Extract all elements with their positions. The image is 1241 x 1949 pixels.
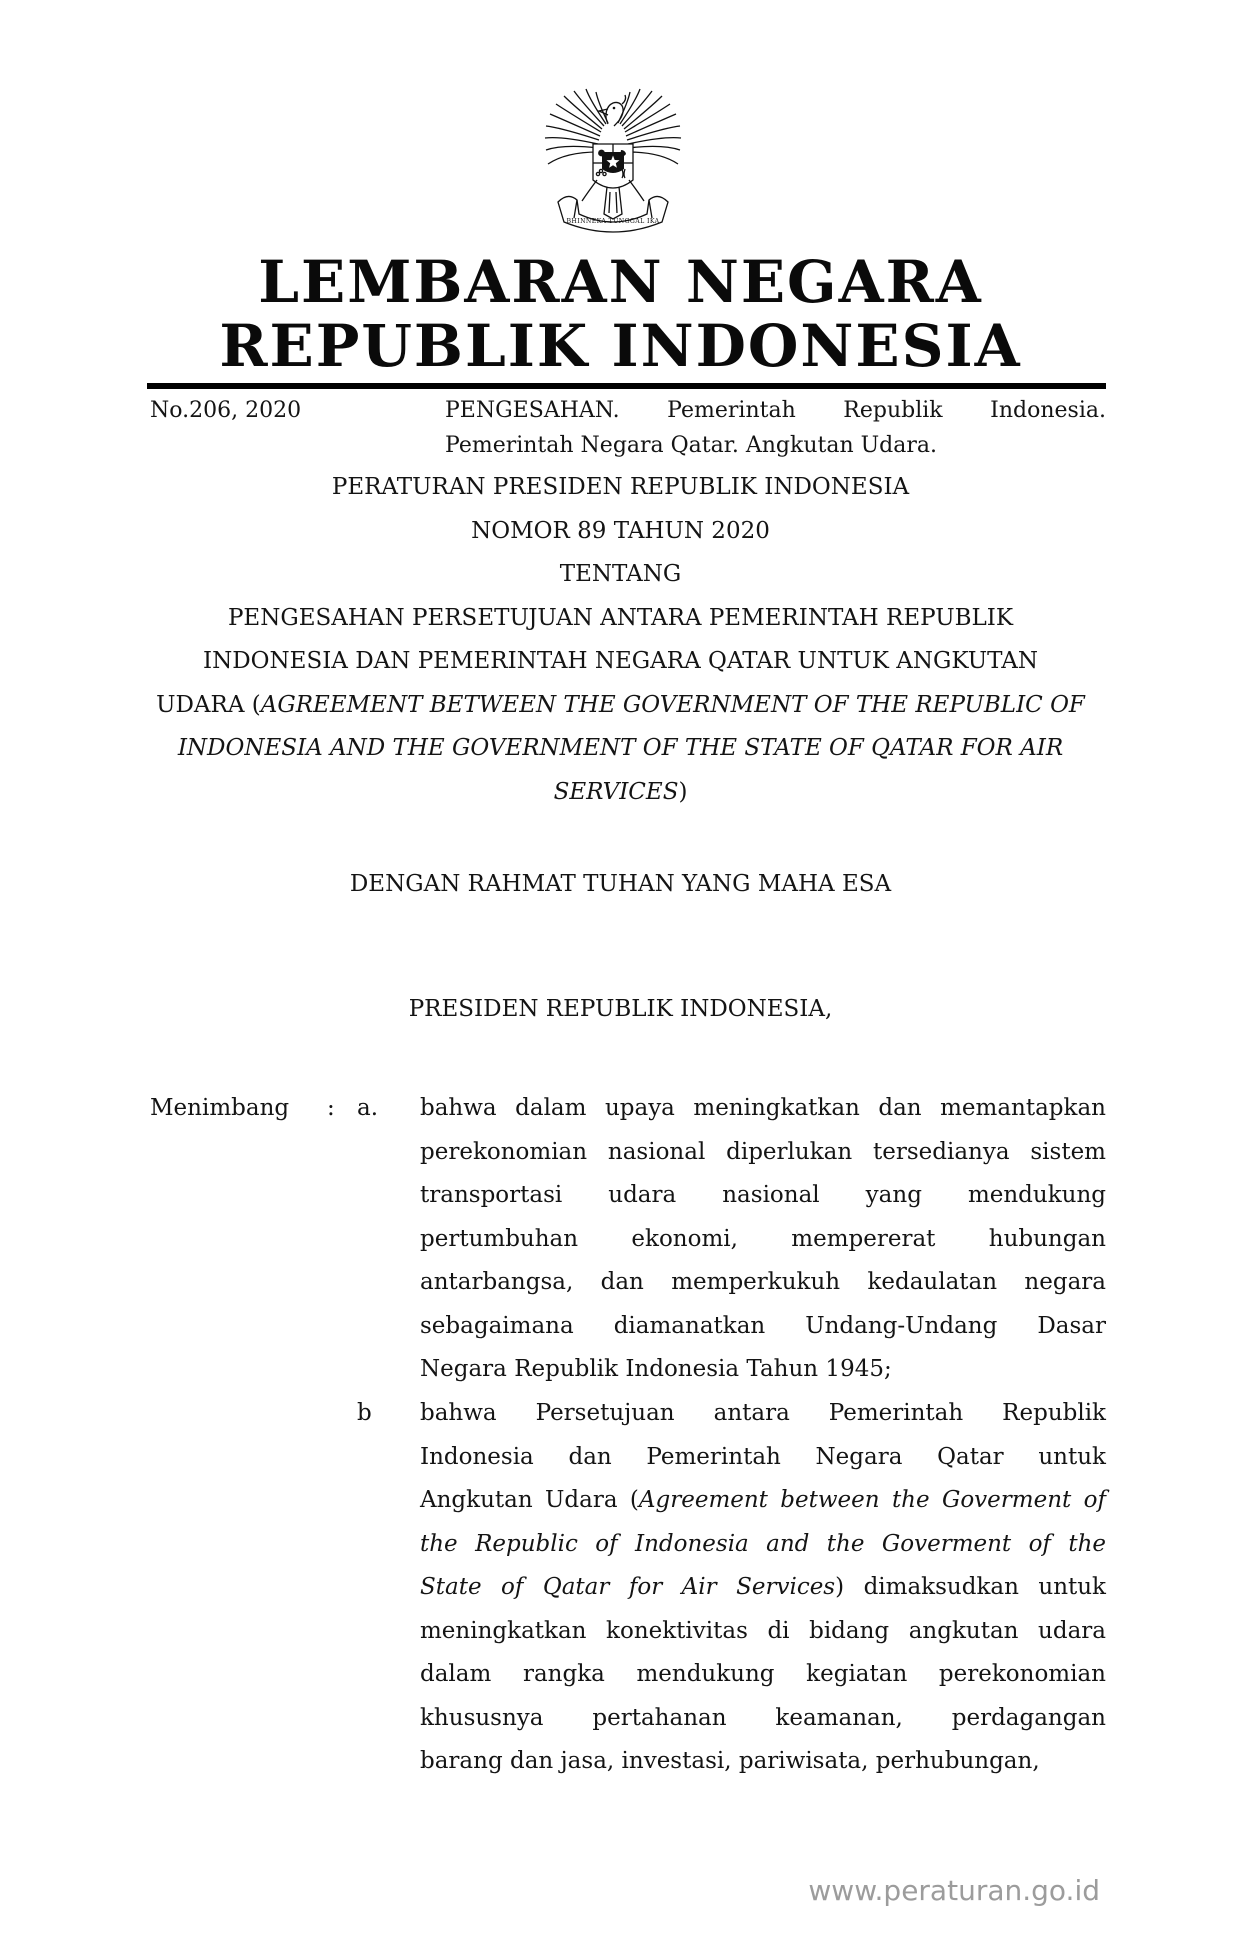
regulation-title [0,466,1241,814]
title-line-5: INDONESIA DAN PEMERINTAH NEGARA QATAR UNTUK ANGKUTAN [203,648,1038,674]
invocation: DENGAN RAHMAT TUHAN YANG MAHA ESA [349,871,892,897]
masthead-line1: LEMBARAN NEGARA [258,248,983,316]
considering-label: Menimbang [150,1095,290,1121]
garuda-pancasila-emblem [538,82,688,247]
title-line-1: PERATURAN PRESIDEN REPUBLIK INDONESIA [331,474,910,500]
pancasila-shield-icon [593,144,633,188]
title-line-8: SERVICES) [553,778,688,805]
divider-rule [147,383,1106,389]
item-b-text: bahwa Persetujuan antara Pemerintah Republik Indonesia dan Pemerintah Negara Qatar untuk Angkutan Udara (Agreement between the Goverment of the Republic of Indonesia and the Goverment of the State of Qatar for Air Services) dimaksudkan untuk meningkatkan konektivitas di bidang angkutan udara dalam rangka mendukung kegiatan perekonomian khususnya pertahanan keamanan, perdagangan barang dan jasa, investasi, pariwisata, perhubungan, [420,1400,1106,1774]
item-a-text: bahwa dalam upaya meningkatkan dan memantapkan perekonomian nasional diperlukan tersedianya sistem transportasi udara nasional yang mendukung pertumbuhan ekonomi, mempererat hubungan antarbangsa, dan memperkukuh kedaulatan negara sebagaimana diamanatkan Undang-Undang Dasar Negara Republik Indonesia Tahun 1945; [420,1095,1106,1382]
title-line-3: TENTANG [559,561,682,587]
considering-colon: : [327,1095,335,1121]
gazette-abstract [445,393,1106,463]
title-line-4: PENGESAHAN PERSETUJUAN ANTARA PEMERINTAH REPUBLIK [227,604,1014,631]
title-line-7: INDONESIA AND THE GOVERNMENT OF THE STATE OF QATAR FOR AIR [177,735,1064,761]
title-line-2: NOMOR 89 TAHUN 2020 [471,517,770,544]
gazette-abstract-line1: PENGESAHAN. Pemerintah Republik Indonesia. [445,398,1106,423]
footer-url: www.peraturan.go.id [808,1874,1100,1907]
motto-banner-icon [558,196,668,232]
masthead [0,250,1241,378]
gazette-number: No.206, 2020 [150,398,302,423]
motto-text: BHINNEKA TUNGGAL IKA [566,218,660,225]
tail-feathers-icon [604,187,622,219]
item-b-letter: b [357,1400,372,1426]
item-a-letter: a. [357,1095,379,1121]
authority: PRESIDEN REPUBLIK INDONESIA, [408,996,833,1022]
masthead-line2: REPUBLIK INDONESIA [219,312,1022,380]
gazette-abstract-line2: Pemerintah Negara Qatar. Angkutan Udara. [445,433,937,458]
title-line-6: UDARA (AGREEMENT BETWEEN THE GOVERNMENT OF THE REPUBLIC OF [156,691,1085,718]
